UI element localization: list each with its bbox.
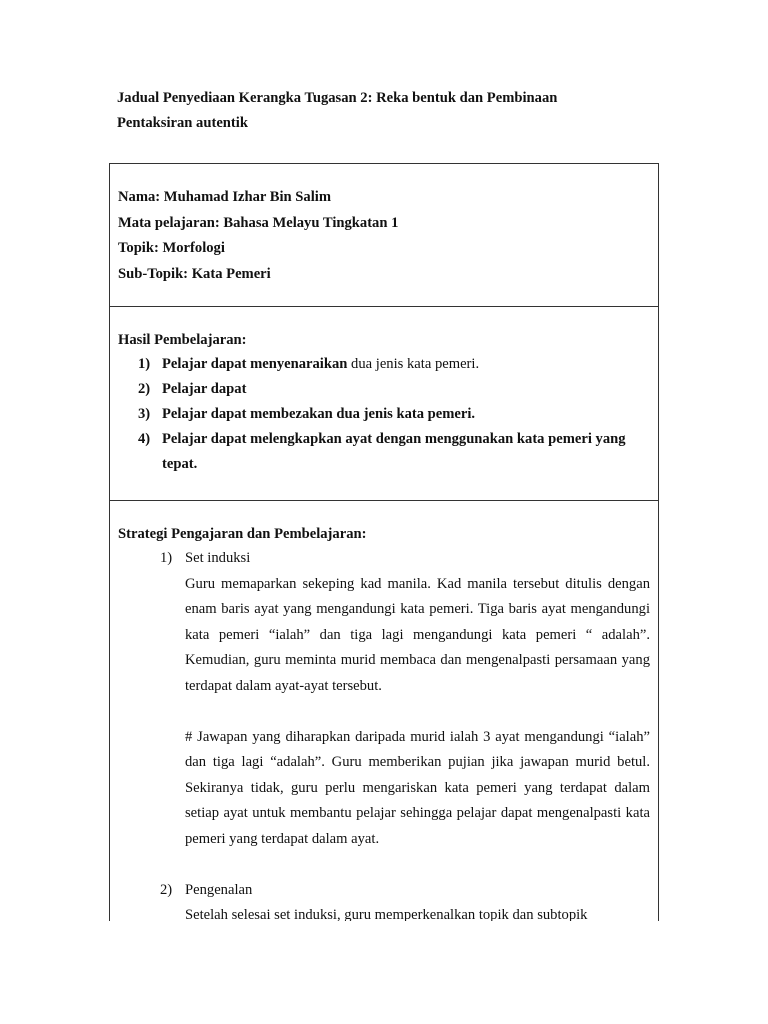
step-title: Pengenalan xyxy=(185,881,253,898)
outcome-item xyxy=(138,352,648,377)
paragraph-gap xyxy=(160,699,650,725)
outcome-number: 1) xyxy=(138,356,151,372)
teaching-strategy-heading: Strategi Pengajaran dan Pembelajaran: xyxy=(118,526,367,542)
outcome-number: 2) xyxy=(138,381,151,397)
outcome-number: 4) xyxy=(138,431,151,447)
lesson-plan-table xyxy=(109,163,659,921)
step-heading xyxy=(160,546,650,572)
student-info xyxy=(118,185,398,287)
student-info-cell xyxy=(110,164,658,307)
step-paragraph: Setelah selesai set induksi, guru memperkenalkan topik dan subtopik xyxy=(185,907,588,921)
info-topik: Topik: Morfologi xyxy=(118,240,225,256)
outcome-text: Pelajar dapat membezakan dua jenis kata pemeri. xyxy=(162,406,476,422)
learning-outcomes-list xyxy=(138,352,648,477)
teaching-strategy-cell xyxy=(110,501,658,921)
outcome-item xyxy=(138,402,648,427)
info-sub-topik: Sub-Topik: Kata Pemeri xyxy=(118,265,271,282)
document-title xyxy=(117,86,677,136)
step-number: 1) xyxy=(160,550,173,566)
learning-outcomes-heading: Hasil Pembelajaran: xyxy=(118,332,247,348)
step-paragraph: Guru memaparkan sekeping kad manila. Kad manila tersebut ditulis dengan enam baris ayat yang mengandungi kata pemeri. Tiga baris ayat mengandungi kata pemeri “ialah” dan tiga lagi mengandungi kata pemeri “ adalah”. Kemudian, guru meminta murid membaca dan mengenalpasti persamaan yang terdapat dalam ayat-ayat tersebut. xyxy=(185,575,650,694)
outcome-number: 3) xyxy=(138,406,151,422)
outcome-item xyxy=(138,427,648,477)
teaching-strategy-body xyxy=(160,546,650,921)
step-heading xyxy=(160,878,650,904)
paragraph-gap xyxy=(160,852,650,878)
learning-outcomes-cell xyxy=(110,307,658,501)
outcome-item xyxy=(138,377,648,402)
info-mata-pelajaran: Mata pelajaran: Bahasa Melayu Tingkatan 1 xyxy=(118,214,399,231)
document-title-line-2: Pentaksiran autentik xyxy=(117,115,248,131)
outcome-text: Pelajar dapat melengkapkan ayat dengan menggunakan kata pemeri yang tepat. xyxy=(162,431,626,472)
info-nama: Nama: Muhamad Izhar Bin Salim xyxy=(118,189,331,205)
document-title-line-1: Jadual Penyediaan Kerangka Tugasan 2: Reka bentuk dan Pembinaan xyxy=(117,90,558,106)
outcome-text-rest: dua jenis kata pemeri. xyxy=(347,356,480,372)
outcome-text: Pelajar dapat xyxy=(162,381,247,397)
step-number: 2) xyxy=(160,881,173,898)
step-title: Set induksi xyxy=(185,550,251,566)
step-paragraph: # Jawapan yang diharapkan daripada murid ialah 3 ayat mengandungi “ialah” dan tiga lagi “adalah”. Guru memberikan pujian jika jawapan murid betul. Sekiranya tidak, guru perlu mengariskan kata pemeri yang terdapat dalam setiap ayat untuk membantu pelajar sehingga pelajar dapat mengenalpasti kata pemeri yang terdapat dalam ayat. xyxy=(185,728,650,847)
outcome-text: Pelajar dapat menyenaraikan xyxy=(162,356,348,372)
